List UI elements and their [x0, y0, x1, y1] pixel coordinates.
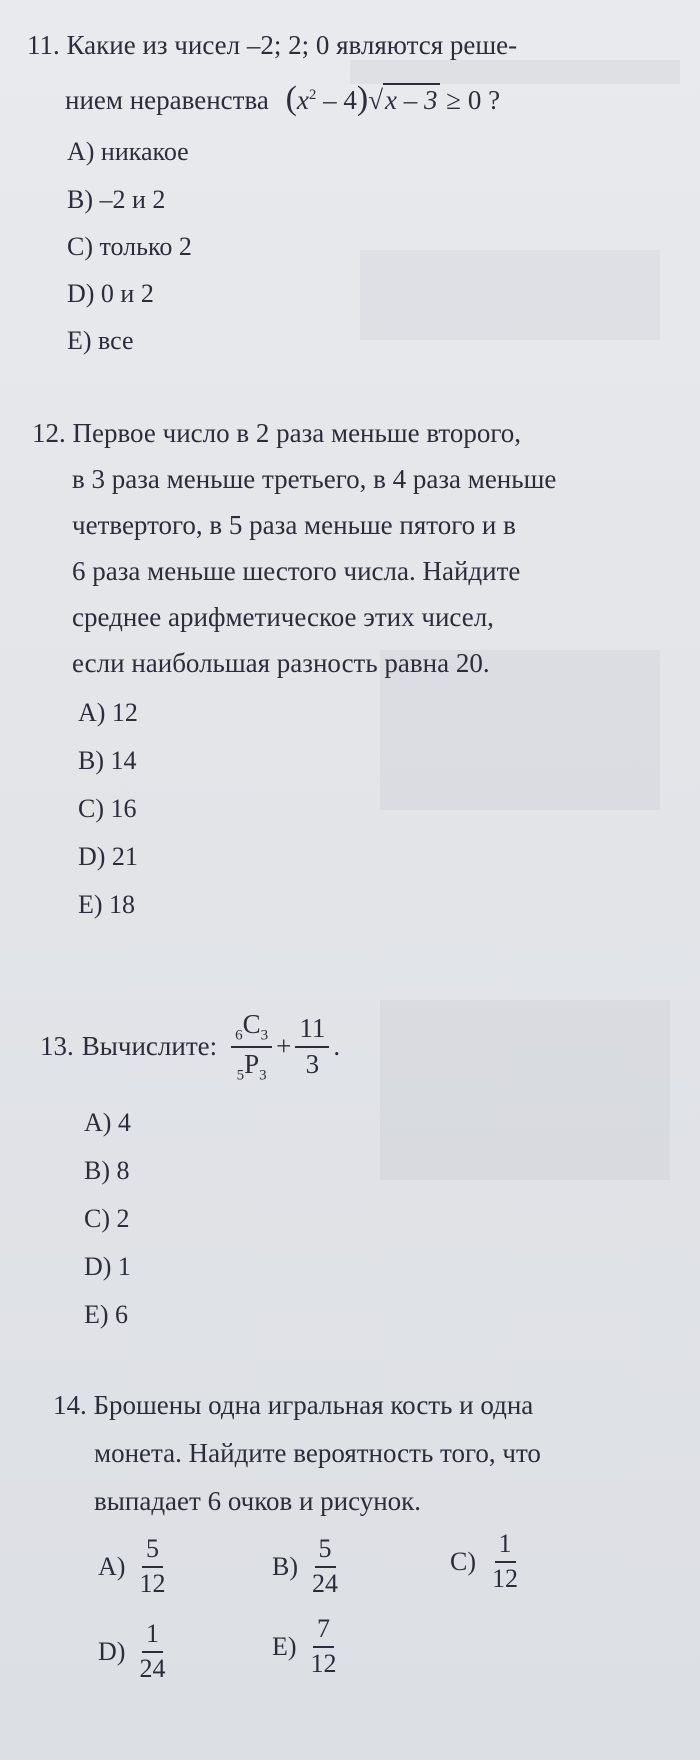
option-d	[98, 1620, 173, 1683]
inequality-relation: ≥ 0 ?	[446, 85, 501, 115]
sqrt-icon: √	[368, 85, 384, 115]
show-through-shade	[360, 250, 660, 340]
combination-letter: C	[242, 1009, 261, 1039]
question-text: монета. Найдите вероятность того, что	[94, 1438, 541, 1468]
option-c	[450, 1530, 526, 1593]
question-12-line1	[32, 418, 521, 449]
fraction-denominator: 24	[312, 1568, 338, 1598]
option-fraction	[135, 1620, 169, 1683]
option-a	[98, 1535, 173, 1598]
option-label: E)	[272, 1631, 297, 1661]
question-11-line2	[65, 80, 500, 118]
show-through-shade	[380, 1000, 670, 1180]
question-text: в 3 раза меньше третьего, в 4 раза меньше	[72, 464, 557, 494]
question-text: Вычислите:	[81, 1031, 218, 1062]
period: .	[333, 1031, 341, 1062]
option-fraction	[308, 1535, 342, 1598]
option-b: B) 8	[84, 1156, 130, 1185]
option-label: D)	[98, 1636, 126, 1666]
question-text: если наибольшая разность равна 20.	[72, 648, 490, 678]
fraction-numerator: 7	[313, 1615, 334, 1648]
option-b	[272, 1535, 346, 1598]
question-text: среднее арифметическое этих чисел,	[72, 602, 494, 632]
fraction-numerator: 1	[495, 1530, 516, 1563]
combination-pre-subscript: 6	[235, 1027, 243, 1044]
question-text: нием неравенства	[65, 85, 269, 115]
option-label: B)	[272, 1551, 298, 1581]
option-e: E) 18	[78, 890, 136, 919]
fraction-denominator: 12	[492, 1563, 518, 1593]
question-number: 11.	[27, 30, 60, 60]
option-fraction	[307, 1615, 341, 1678]
question-text: Какие из чисел –2; 2; 0 являются реше-	[66, 30, 518, 60]
fraction-numerator: 5	[142, 1535, 163, 1568]
question-number: 12.	[32, 418, 66, 448]
permutation-subscript: 3	[259, 1067, 267, 1084]
option-d: D) 0 и 2	[67, 279, 154, 308]
inequality-minus-4: – 4	[323, 85, 357, 115]
option-c: C) только 2	[67, 232, 192, 261]
fraction-denominator	[233, 1048, 271, 1084]
inequality-radicand: x – 3	[385, 85, 438, 115]
option-d: D) 1	[84, 1252, 131, 1281]
inequality-exponent: 2	[308, 87, 317, 103]
option-fraction	[135, 1535, 169, 1598]
option-a: A) 12	[78, 698, 138, 727]
inequality-variable: x	[296, 85, 309, 115]
combination-over-permutation-fraction	[231, 1010, 272, 1084]
option-fraction	[488, 1530, 522, 1593]
option-d: D) 21	[78, 842, 138, 871]
option-label: A)	[98, 1551, 126, 1581]
eleven-thirds-fraction	[295, 1014, 329, 1079]
question-11-line1	[27, 30, 517, 61]
question-text: выпадает 6 очков и рисунок.	[94, 1486, 422, 1516]
fraction-denominator: 3	[305, 1048, 320, 1079]
option-b: B) –2 и 2	[67, 185, 166, 214]
question-text: Первое число в 2 раза меньше второго,	[72, 418, 522, 448]
permutation-letter: P	[244, 1048, 260, 1079]
option-e: E) все	[67, 326, 134, 355]
fraction-numerator: 11	[295, 1014, 329, 1048]
question-text: Брошены одна игральная кость и одна	[93, 1390, 534, 1420]
question-number: 14.	[53, 1390, 87, 1420]
fraction-numerator: 1	[142, 1620, 163, 1653]
combination-subscript: 3	[260, 1027, 269, 1044]
fraction-denominator: 12	[310, 1648, 337, 1678]
option-e: E) 6	[84, 1300, 129, 1329]
option-c: C) 16	[78, 794, 137, 823]
fraction-numerator	[231, 1010, 272, 1048]
option-label: C)	[450, 1546, 476, 1576]
question-text: четвертого, в 5 раза меньше пятого и в	[72, 510, 516, 540]
permutation-pre-subscript: 5	[236, 1067, 245, 1084]
option-b: B) 14	[78, 746, 137, 775]
question-14-line1	[53, 1390, 533, 1421]
question-13-line	[40, 1010, 340, 1084]
option-e	[272, 1615, 345, 1678]
question-text: 6 раза меньше шестого числа. Найдите	[72, 556, 521, 586]
inequality-expression: $(x^2 - 4)√x - 3 \ge 0$ ?	[285, 80, 501, 117]
fraction-numerator: 5	[315, 1535, 336, 1568]
question-number: 13.	[40, 1031, 74, 1062]
fraction-denominator: 24	[139, 1653, 166, 1683]
option-a: A) 4	[84, 1108, 131, 1137]
fraction-denominator: 12	[139, 1568, 166, 1598]
plus-sign: +	[276, 1031, 292, 1062]
option-c: C) 2	[84, 1204, 130, 1233]
option-a: A) никакое	[67, 137, 189, 166]
